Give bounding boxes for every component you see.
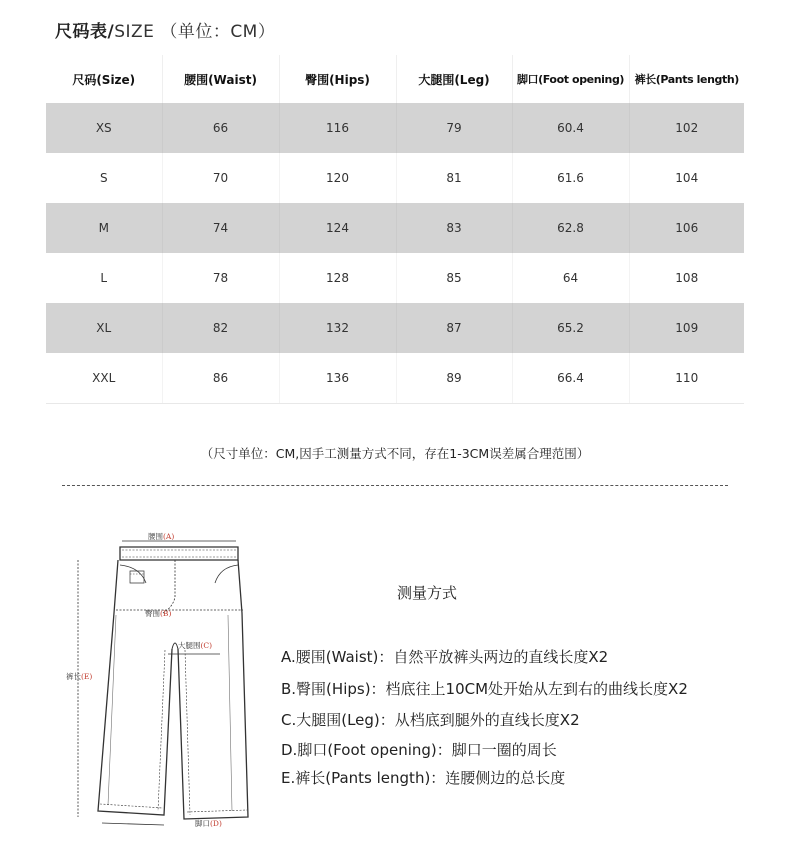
page-title: [55, 17, 275, 42]
foot-label: 脚口(D): [195, 819, 222, 828]
method-leg: C.大腿围(Leg)：从档底到腿外的直线长度X2: [281, 711, 580, 729]
header-foot-opening: 脚口(Foot opening): [512, 55, 629, 103]
cell-leg: 89: [396, 353, 512, 404]
title-light: SIZE （单位：CM）: [114, 22, 276, 42]
table-header-row: [46, 55, 744, 103]
cell-size: XL: [46, 303, 162, 353]
cell-leg: 83: [396, 203, 512, 253]
cell-pants-length: 104: [675, 171, 699, 185]
table-row: [46, 353, 744, 404]
cell-size: XXL: [46, 353, 162, 404]
table-row: [46, 253, 744, 303]
cell-waist: 70: [162, 153, 279, 203]
cell-size: L: [46, 253, 162, 303]
method-list: [281, 646, 688, 799]
header-hips: 臀围(Hips): [279, 55, 396, 103]
cell-hips: 124: [279, 203, 396, 253]
header-pants-length: 裤长(Pants length): [634, 73, 739, 86]
table-row: [46, 203, 744, 253]
hips-label: 臀围(B): [145, 609, 172, 618]
length-label: 裤长(E): [66, 672, 93, 681]
cell-size: S: [46, 153, 162, 203]
cell-foot-opening: 65.2: [512, 303, 629, 353]
method-waist: A.腰围(Waist)：自然平放裤头两边的直线长度X2: [281, 648, 609, 666]
size-note: （尺寸单位：CM,因手工测量方式不同，存在1-3CM误差属合理范围）: [200, 446, 590, 461]
size-table: [46, 55, 744, 404]
table-row: [46, 103, 744, 153]
cell-size: M: [46, 203, 162, 253]
cell-foot-opening: 60.4: [512, 103, 629, 153]
cell-hips: 136: [279, 353, 396, 404]
header-waist: 腰围(Waist): [162, 55, 279, 103]
cell-leg: 87: [396, 303, 512, 353]
cell-foot-opening: 66.4: [512, 353, 629, 404]
method-title: 测量方式: [397, 584, 458, 602]
cell-waist: 82: [162, 303, 279, 353]
cell-hips: 120: [279, 153, 396, 203]
dashed-divider: [62, 485, 728, 486]
cell-leg: 79: [396, 103, 512, 153]
cell-pants-length: 109: [629, 303, 744, 353]
header-leg: 大腿围(Leg): [396, 55, 512, 103]
method-hips: B.臀围(Hips)：档底往上10CM处开始从左到右的曲线长度X2: [281, 679, 688, 698]
header-size: 尺码(Size): [46, 55, 162, 103]
cell-leg: 85: [396, 253, 512, 303]
cell-foot-opening: 62.8: [512, 203, 629, 253]
method-pants-length: E.裤长(Pants length)：连腰侧边的总长度: [281, 769, 566, 787]
cell-pants-length: 102: [629, 103, 744, 153]
method-foot-opening: D.脚口(Foot opening)：脚口一圈的周长: [281, 741, 557, 759]
cell-waist: 74: [162, 203, 279, 253]
pants-outline: [98, 547, 248, 819]
table-row: [46, 153, 744, 203]
cell-hips: 116: [279, 103, 396, 153]
cell-foot-opening: 61.6: [512, 153, 629, 203]
cell-pants-length: 106: [629, 203, 744, 253]
cell-waist: 78: [162, 253, 279, 303]
cell-leg: 81: [396, 153, 512, 203]
cell-pants-length: 108: [675, 271, 699, 285]
title-bold: 尺码表/: [55, 22, 115, 42]
measure-lines: [78, 541, 236, 825]
cell-pants-length: 110: [629, 353, 744, 404]
cell-size: XS: [46, 103, 162, 153]
pants-diagram: [60, 525, 250, 845]
cell-waist: 86: [162, 353, 279, 404]
cell-waist: 66: [162, 103, 279, 153]
cell-foot-opening: 64: [512, 253, 629, 303]
cell-hips: 132: [279, 303, 396, 353]
waist-label: 腰围(A): [148, 532, 175, 541]
cell-hips: 128: [279, 253, 396, 303]
leg-label: 大腿围(C): [178, 641, 213, 650]
table-row: [46, 303, 744, 353]
